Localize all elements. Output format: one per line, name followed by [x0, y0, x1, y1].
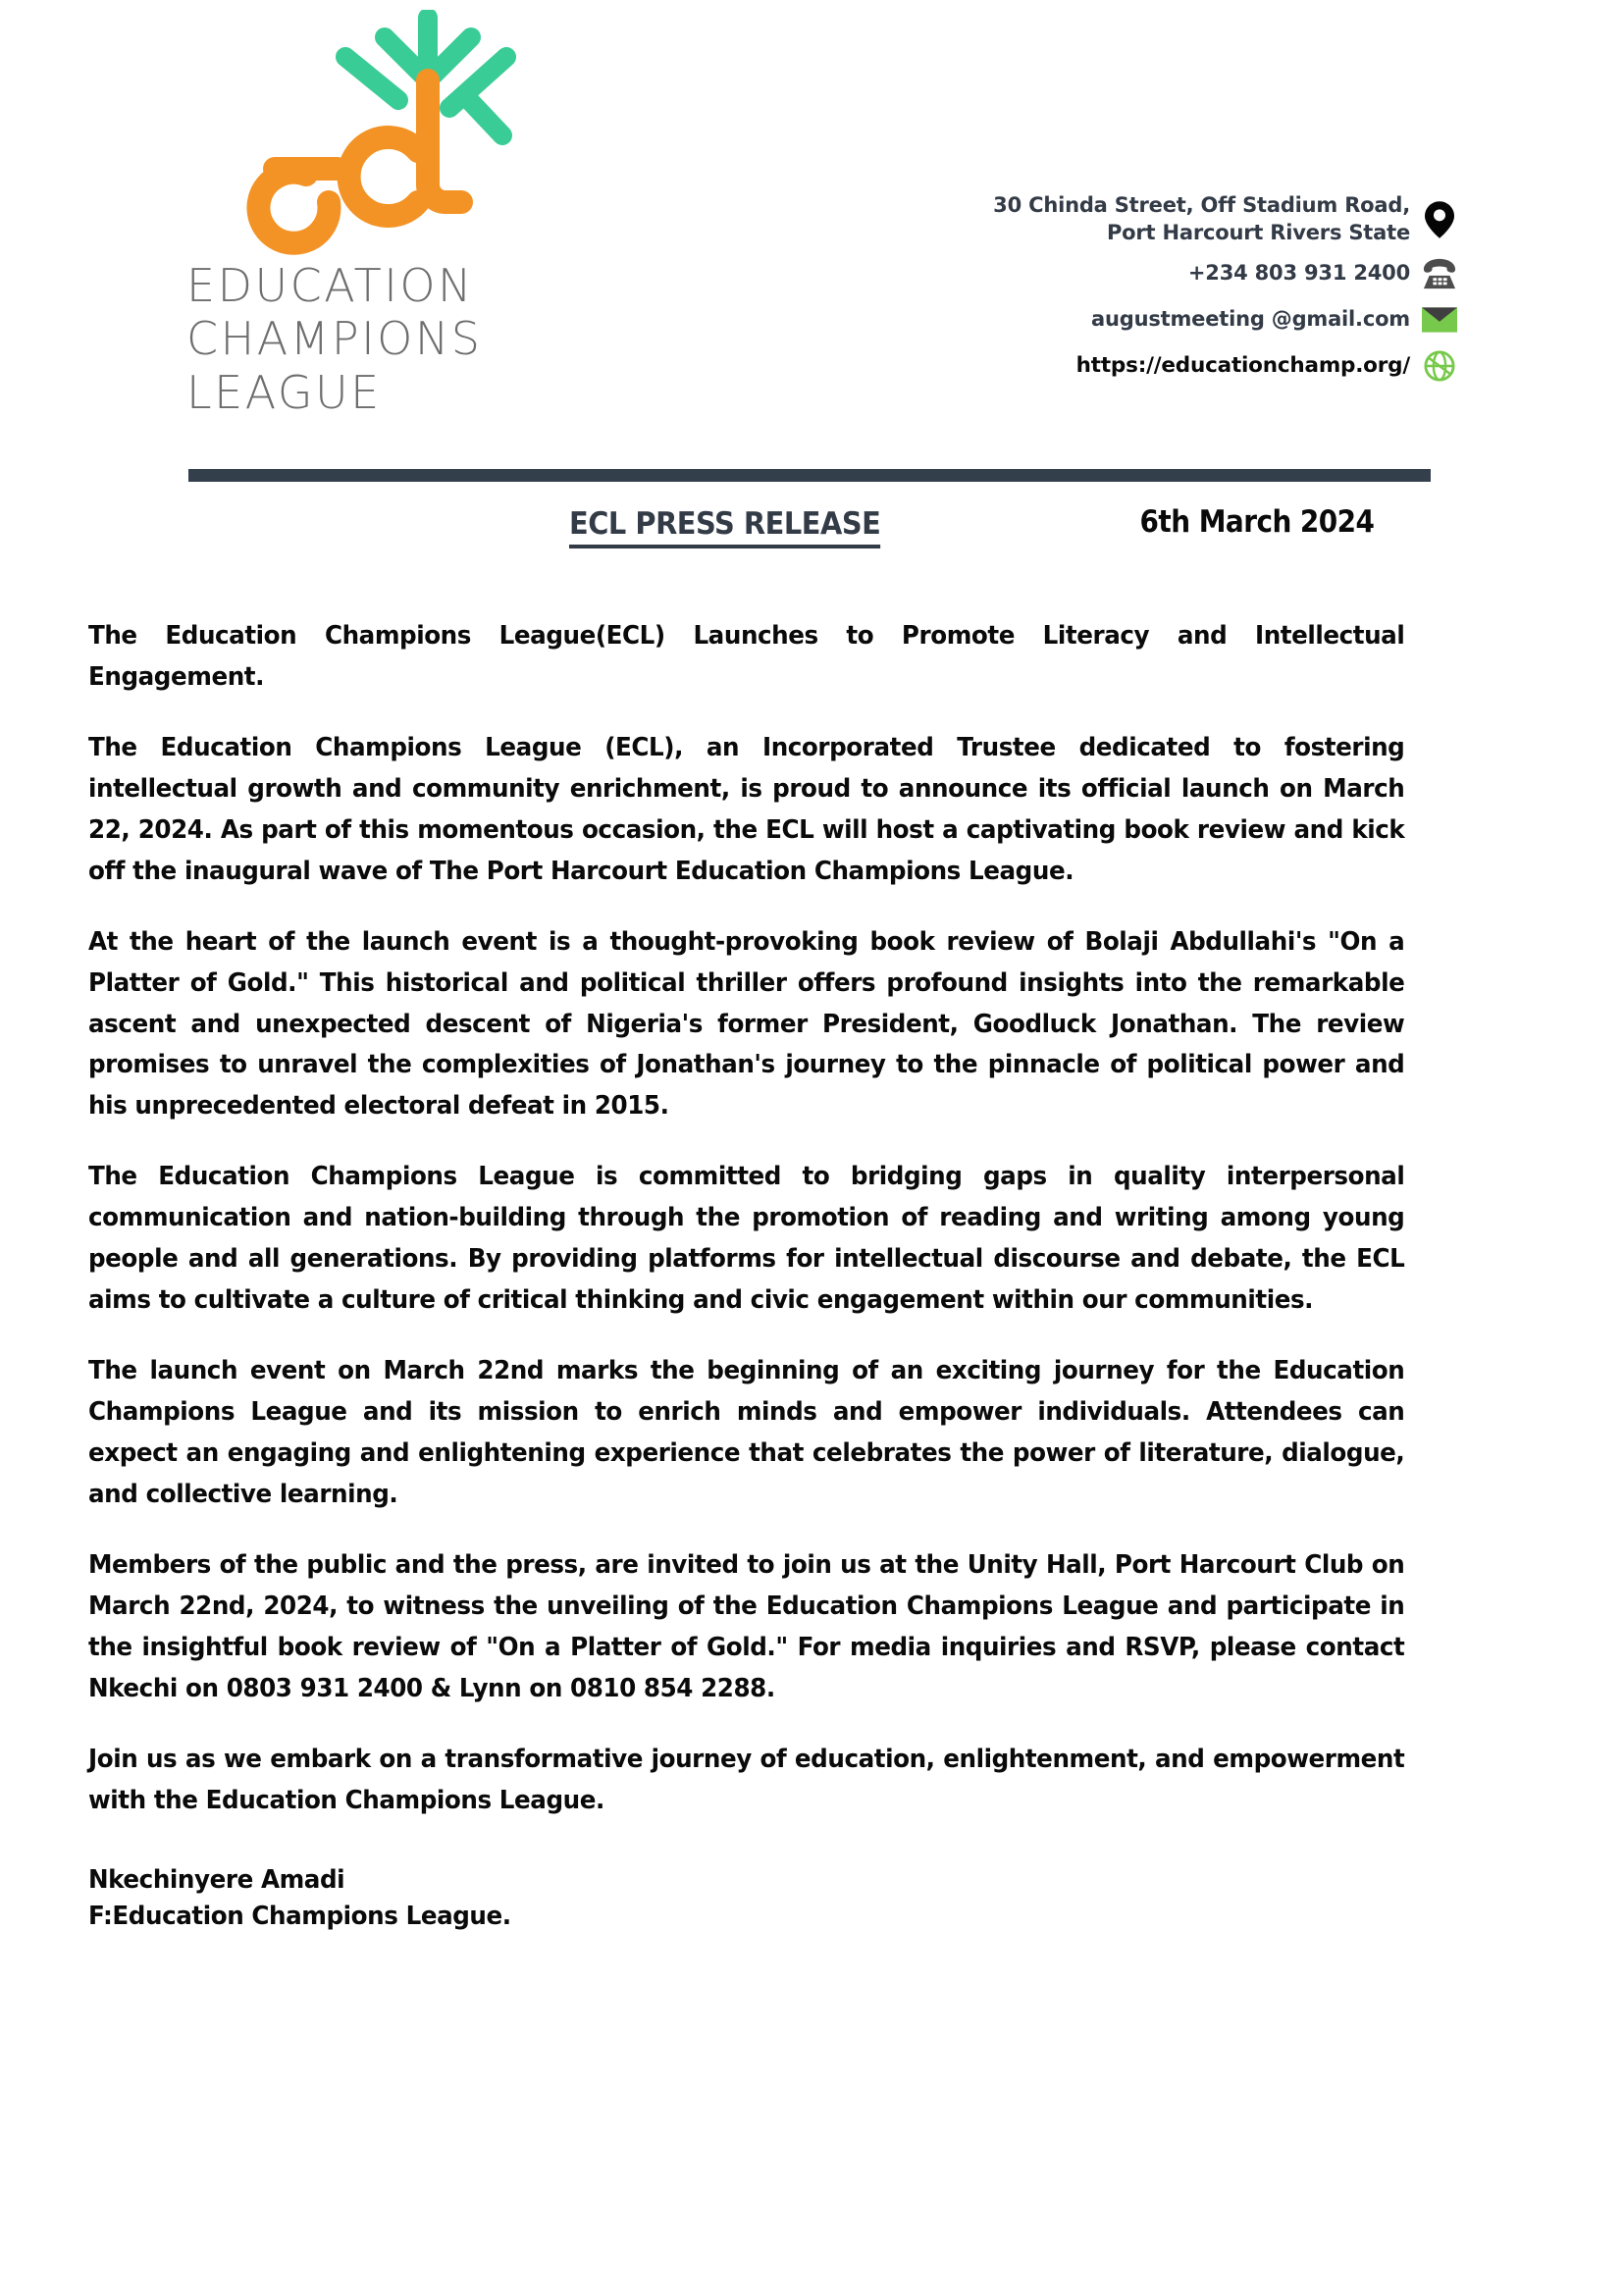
website-row	[831, 346, 1459, 386]
address-line-2: Port Harcourt Rivers State	[1106, 220, 1410, 244]
contact-block	[831, 192, 1459, 392]
title-row	[88, 506, 1452, 565]
phone-row	[831, 254, 1459, 293]
phone-text: +234 803 931 2400	[1187, 260, 1410, 285]
paragraph: The Education Champions League (ECL), an Incorporated Trustee dedicated to fostering intellectual growth and community enrichment, is proud to announce its official launch on March 22, 2024. As part of this momentous occasion, the ECL will host a captivating book review and kick off the inaugural wave of The Port Harcourt Education Champions League.	[88, 732, 1405, 886]
wordmark-line-league: LEAGUE	[186, 365, 382, 419]
address-text	[993, 192, 1410, 247]
envelope-icon	[1420, 300, 1459, 339]
globe-icon	[1420, 346, 1459, 386]
paragraph: Join us as we embark on a transformative journey of education, enlightenment, and empowerment with the Education Champions League.	[88, 1744, 1405, 1815]
address-row	[831, 192, 1459, 247]
address-line-1: 30 Chinda Street, Off Stadium Road,	[993, 193, 1410, 217]
email-text: augustmeeting @gmail.com	[1091, 306, 1410, 331]
release-body	[88, 616, 1452, 1934]
location-pin-icon	[1420, 200, 1459, 239]
document-header	[0, 0, 1624, 461]
website-text: https://educationchamp.org/	[1075, 352, 1410, 378]
paragraph: The Education Champions League is committed to bridging gaps in quality interpersonal communication and nation-building through the promotion of reading and writing among young people and all generations. By providing platforms for intellectual discourse and debate, the ECL aims to cultivate a culture of critical thinking and civic engagement within our communities.	[88, 1162, 1405, 1316]
signature-block	[88, 1862, 1452, 1933]
telephone-icon	[1420, 254, 1459, 293]
ecl-wordmark	[177, 259, 589, 419]
paragraph: The Education Champions League(ECL) Launches to Promote Literacy and Intellectual Engagement.	[88, 621, 1405, 692]
signature-name: Nkechinyere Amadi	[88, 1865, 345, 1896]
paragraph: Members of the public and the press, are invited to join us at the Unity Hall, Port Harcourt Club on March 22nd, 2024, to witness the unveiling of the Education Champions League and participate in the insightful book review of "On a Platter of Gold." For media inquiries and RSVP, please contact Nkechi on 0803 931 2400 & Lynn on 0810 854 2288.	[88, 1549, 1405, 1703]
header-divider	[188, 469, 1431, 482]
ecl-logo-mark-icon	[236, 10, 530, 255]
signature-organization: F:Education Champions League.	[88, 1901, 511, 1931]
email-row	[831, 300, 1459, 339]
paragraph: At the heart of the launch event is a thought-provoking book review of Bolaji Abdullahi's "On a Platter of Gold." This historical and political thriller offers profound insights into the remarkable ascent and unexpected descent of Nigeria's former President, Goodluck Jonathan. The review promises to unravel the complexities of Jonathan's journey to the pinnacle of political power and his unprecedented electoral defeat in 2015.	[88, 926, 1405, 1122]
wordmark-line-champions: CHAMPIONS	[186, 312, 483, 366]
page-title: ECL PRESS RELEASE	[569, 506, 880, 548]
ecl-logo	[177, 10, 589, 419]
paragraph: The launch event on March 22nd marks the beginning of an exciting journey for the Education Champions League and its mission to enrich minds and empower individuals. Attendees can expect an engaging and enlightening experience that celebrates the power of literature, dialogue, and collective learning.	[88, 1356, 1405, 1509]
release-date: 6th March 2024	[1139, 504, 1374, 540]
wordmark-line-education: EDUCATION	[186, 259, 474, 312]
